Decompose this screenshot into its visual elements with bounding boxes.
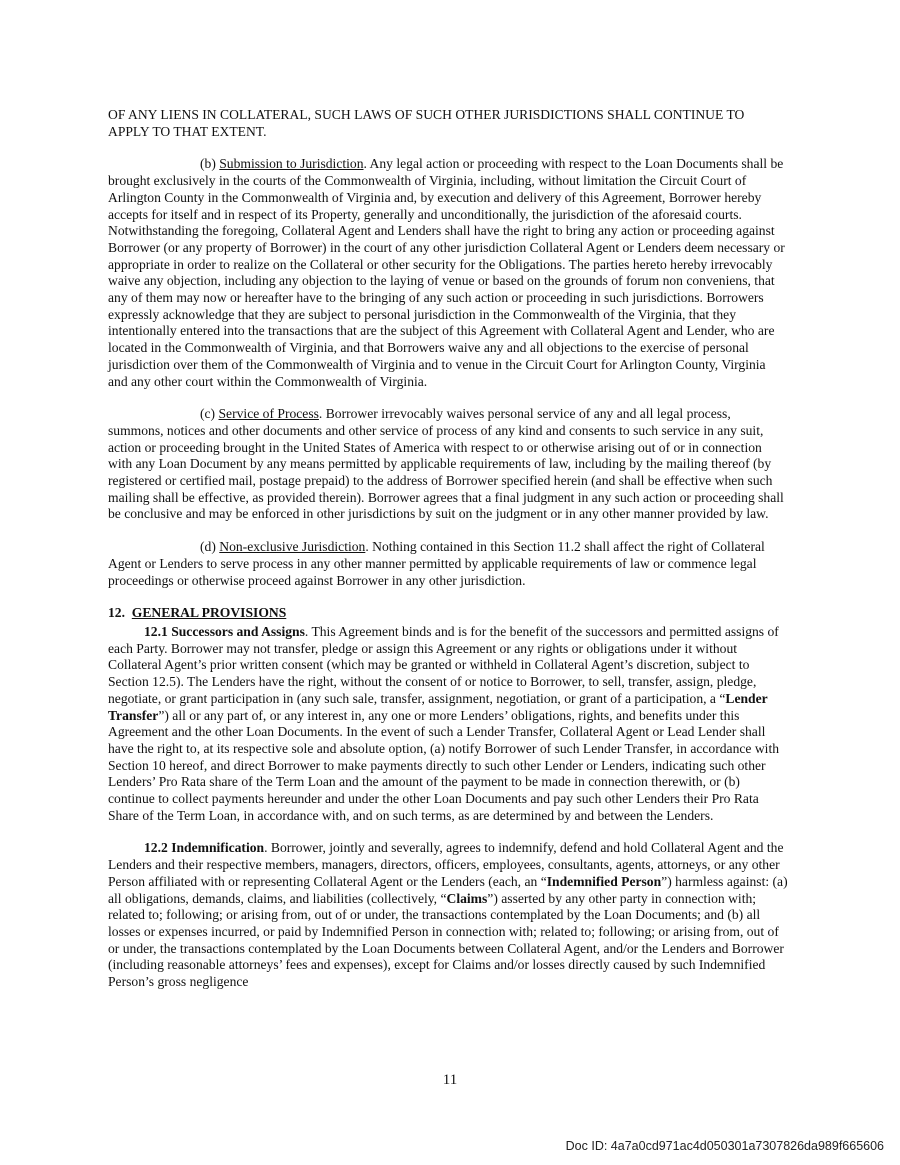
paragraph-c <box>108 406 788 523</box>
section-12-1-body-2: ”) all or any part of, or any interest in, any one or more Lenders’ obligations, rights, and benefits under this Agreement and the other Loan Documents. In the event of such a Lender Transfer, Collateral Agent or Lead Lender shall have the right to, at its respective sole and absolute option, (a) notify Borrower of such Lender Transfer, in accordance with Section 10 hereof, and direct Borrower to make payments directly to such other Lender or Lenders, indicating such other Lenders’ Pro Rata share of the Term Loan and the amount of the payment to be made in connection therewith, or (b) continue to collect payments hereunder and under the other Loan Documents and pay such other Lenders their Pro Rata Share of the Term Loan, in accordance with, and on such terms, as are determined by and between the Lenders. <box>108 707 780 823</box>
paragraph-b-title: Submission to Jurisdiction <box>219 156 364 172</box>
section-12-1-heading: 12.1 Successors and Assigns <box>144 623 305 639</box>
paragraph-c-body: . Borrower irrevocably waives personal service of any and all legal process, summons, notices and other documents and other service of process of any kind and consents to such service in any suit, action or proceeding brought in the United States of America with respect to or otherwise arising out of or in connection with any Loan Document by any means permitted by applicable requirements of law, including by the mailing thereof (by registered or certified mail, postage prepaid) to the address of Borrower specified herein (and shall be effective when such mailing shall be effective, as provided therein). Borrower agrees that a final judgment in any such action or proceeding shall be conclusive and may be enforced in other jurisdictions by suit on the judgment or in any other manner provided by law. <box>108 406 784 522</box>
section-12-heading <box>108 605 788 622</box>
section-12-2-heading: 12.2 Indemnification <box>144 840 265 856</box>
document-page <box>108 107 788 991</box>
section-12-title: GENERAL PROVISIONS <box>131 605 287 621</box>
paragraph-c-label: (c) <box>200 406 219 422</box>
section-12-1-body-1: . This Agreement binds and is for the benefit of the successors and permitted assigns of each Party. Borrower may not transfer, pledge or assign this Agreement or any rights or obligations under it without Collateral Agent’s prior written consent (which may be granted or withheld in Collateral Agent’s discretion, subject to Section 12.5). The Lenders have the right, without the consent of or notice to Borrower, to sell, transfer, assign, pledge, negotiate, or grant participation in (any such sale, transfer, assignment, negotiation, or grant of a participation, a “ <box>108 623 779 706</box>
paragraph-d-label: (d) <box>200 539 220 555</box>
paragraph-b-label: (b) <box>200 156 220 172</box>
defined-term-lender-transfer: Lender Transfer <box>108 690 768 723</box>
defined-term-indemnified-person: Indemnified Person <box>546 873 662 889</box>
paragraph-d-title: Non-exclusive Jurisdiction <box>219 539 366 555</box>
section-12-2-paragraph <box>108 840 788 990</box>
paragraph-d <box>108 539 788 589</box>
doc-id: Doc ID: 4a7a0cd971ac4d050301a7307826da989f665606 <box>565 1139 884 1153</box>
section-12-2-body-2: ”) harmless against: (a) all obligations, demands, claims, and liabilities (collectively, “ <box>108 873 788 906</box>
section-12-2-body-3: ”) asserted by any other party in connection with; related to; following; or arising from, out of or under, the transactions contemplated by the Loan Documents; and (b) all losses or expenses incurred, or paid by Indemnified Person in connection with; related to; following; or arising from, out of or under, the transactions contemplated by the Loan Documents between Collateral Agent, and/or the Lenders and Borrower (including reasonable attorneys’ fees and expenses), except for Claims and/or losses directly caused by such Indemnified Person’s gross negligence <box>108 890 784 990</box>
paragraph-d-body: . Nothing contained in this Section 11.2 shall affect the right of Collateral Agent or Lenders to serve process in any other manner permitted by applicable requirements of law or commence legal proceedings or otherwise proceed against Borrower in any other jurisdiction. <box>108 539 765 588</box>
section-12-1-paragraph <box>108 624 788 824</box>
defined-term-claims: Claims <box>446 890 488 906</box>
page-number: 11 <box>442 1072 458 1088</box>
section-12-number: 12. <box>108 605 125 621</box>
paragraph-b <box>108 156 788 390</box>
carryover-paragraph: OF ANY LIENS IN COLLATERAL, SUCH LAWS OF SUCH OTHER JURISDICTIONS SHALL CONTINUE TO APPLY TO THAT EXTENT. <box>108 107 745 139</box>
paragraph-b-body: . Any legal action or proceeding with respect to the Loan Documents shall be brought exclusively in the courts of the Commonwealth of Virginia, including, without limitation the Circuit Court of Arlington County in the Commonwealth of Virginia and, by execution and delivery of this Agreement, Borrower hereby accepts for itself and in respect of its Property, generally and unconditionally, the jurisdiction of the aforesaid courts. Notwithstanding the foregoing, Collateral Agent and Lenders shall have the right to bring any action or proceeding against Borrower (or any property of Borrower) in the court of any other jurisdiction Collateral Agent or Lenders deem necessary or appropriate in order to realize on the Collateral or other security for the Obligations. The parties hereto hereby irrevocably waive any objection, including any objection to the laying of venue or based on the grounds of forum non conveniens, that any of them may now or hereafter have to the bringing of any such action or proceeding in such jurisdictions. Borrowers expressly acknowledge that they are subject to personal jurisdiction in the Commonwealth of the Virginia, that they intentionally entered into the transactions that are the subject of this Agreement with Collateral Agent and Lender, who are located in the Commonwealth of Virginia, and that Borrowers waive any and all objections to the exercise of personal jurisdiction over them of the Commonwealth of Virginia and to venue in the Circuit Court for Arlington County, Virginia and any other court within the Commonwealth of Virginia. <box>108 156 785 389</box>
section-12-2-body-1: . Borrower, jointly and severally, agrees to indemnify, defend and hold Collateral Agent and the Lenders and their respective members, managers, directors, officers, employees, consultants, agents, attorneys, or any other Person affiliated with or representing Collateral Agent or the Lenders (each, an “ <box>108 840 784 889</box>
paragraph-c-title: Service of Process <box>218 406 319 422</box>
